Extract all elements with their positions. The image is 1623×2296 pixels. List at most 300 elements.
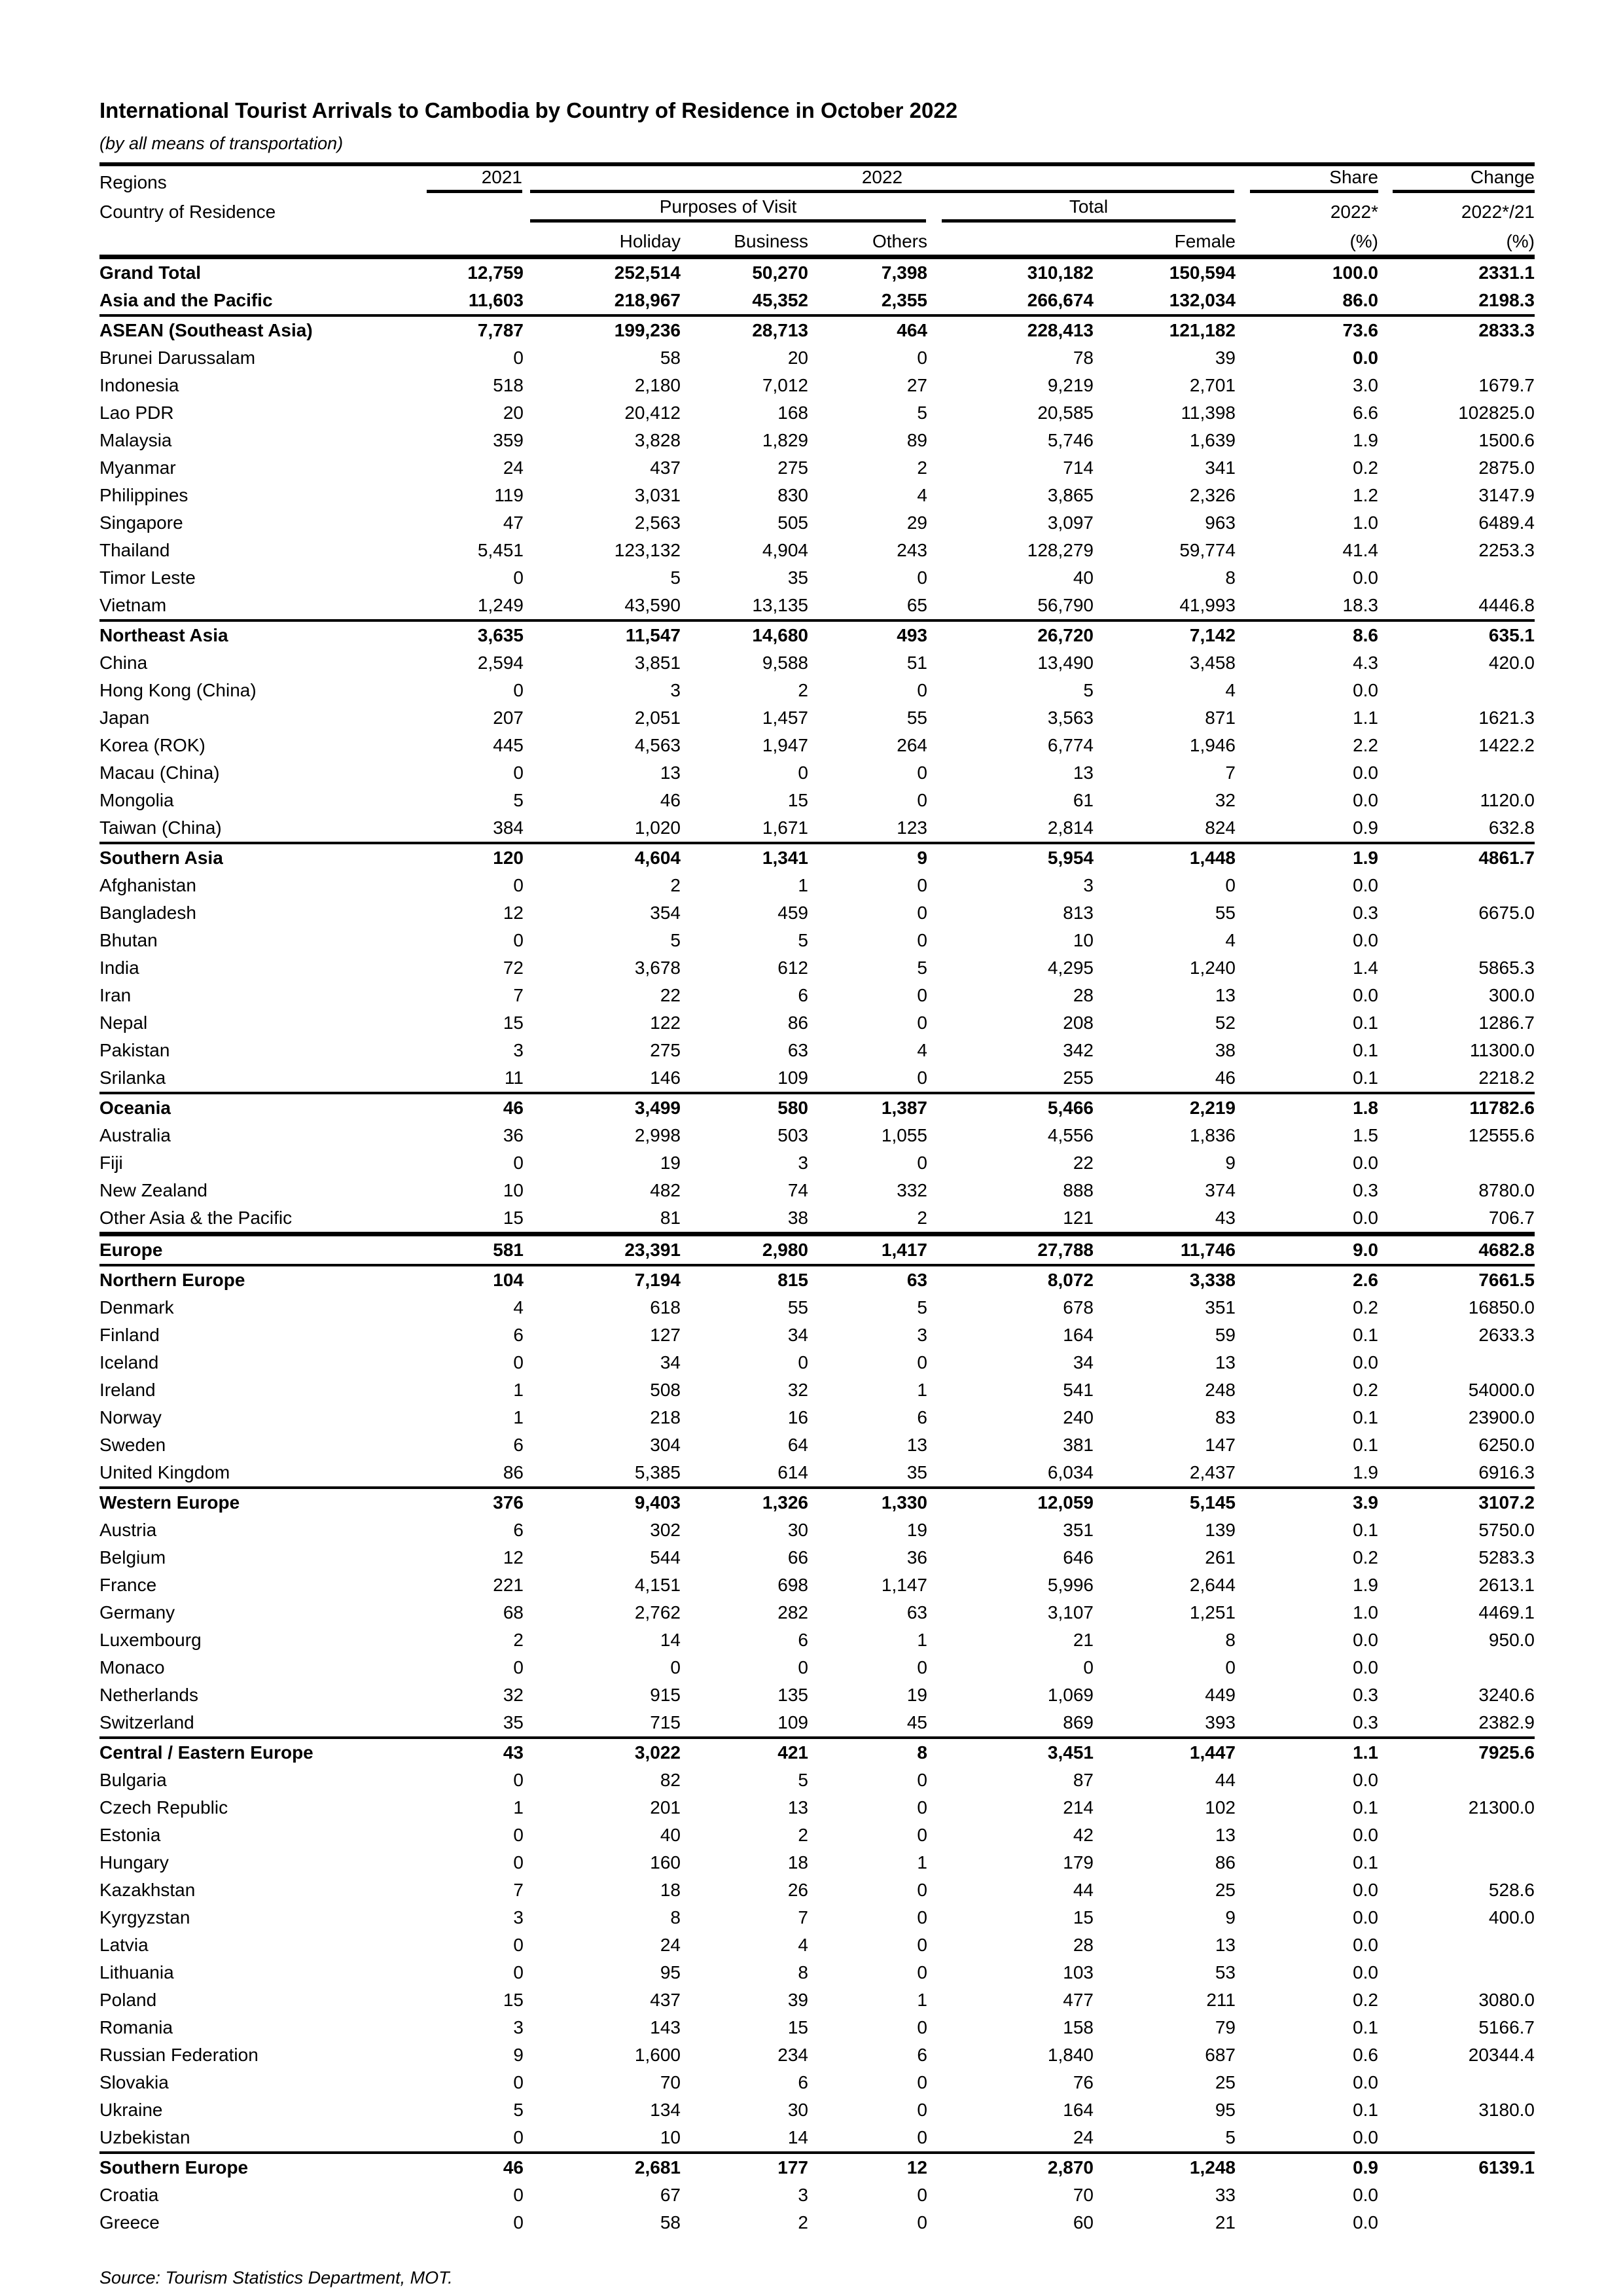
cell-y2021: 7 — [513, 1879, 524, 1900]
cell-change — [1378, 872, 1535, 899]
cell-holiday: 10 — [660, 2126, 681, 2147]
cell-others: 2 — [917, 1207, 927, 1228]
row-label: India — [99, 957, 139, 978]
cell-share: 0.3 — [1353, 1684, 1378, 1705]
row-label: Luxembourg — [99, 1629, 202, 1650]
cell-change: 2382.9 — [1478, 1712, 1535, 1732]
cell-change — [1378, 1654, 1535, 1681]
header-purposes-of-visit: Purposes of Visit — [524, 196, 927, 225]
cell-holiday: 11,547 — [524, 619, 681, 649]
cell-change: 706.7 — [1488, 1207, 1535, 1228]
header-holiday: Holiday — [524, 225, 681, 259]
header-female: Female — [1094, 225, 1236, 259]
cell-share: 1.9 — [1236, 842, 1378, 872]
cell-change: 2198.3 — [1478, 289, 1535, 310]
cell-y2021: 376 — [420, 1486, 524, 1516]
row-label: Lithuania — [99, 1962, 174, 1982]
table-row — [99, 2096, 1535, 2124]
cell-share: 0.0 — [1353, 762, 1378, 783]
cell-others: 19 — [906, 1684, 927, 1705]
cell-share: 0.1 — [1353, 1324, 1378, 1345]
cell-share: 0.1 — [1353, 1434, 1378, 1455]
cell-business: 18 — [787, 1852, 808, 1873]
row-label: Taiwan (China) — [99, 817, 222, 838]
cell-share: 0.3 — [1353, 1179, 1378, 1200]
cell-business: 6 — [798, 1629, 808, 1650]
cell-share: 100.0 — [1332, 262, 1378, 283]
table-row — [99, 2069, 1535, 2096]
cell-share: 18.3 — [1342, 594, 1378, 615]
cell-total: 310,182 — [1027, 262, 1094, 283]
cell-business: 3 — [798, 1152, 808, 1173]
cell-change: 300.0 — [1488, 984, 1535, 1005]
cell-female: 393 — [1205, 1712, 1236, 1732]
cell-female: 86 — [1215, 1852, 1236, 1873]
row-label: Uzbekistan — [99, 2126, 190, 2147]
cell-total: 5,466 — [927, 1092, 1094, 1122]
cell-change: 2218.2 — [1478, 1067, 1535, 1088]
cell-share: 0.1 — [1353, 1519, 1378, 1540]
row-label: Estonia — [99, 1824, 161, 1845]
cell-others: 0 — [917, 2072, 927, 2092]
cell-change: 20344.4 — [1468, 2044, 1535, 2065]
table-row — [99, 2181, 1535, 2209]
table-row — [99, 2209, 1535, 2236]
table-row — [99, 787, 1535, 814]
cell-female: 963 — [1205, 512, 1236, 533]
cell-change: 3240.6 — [1478, 1684, 1535, 1705]
cell-y2021: 12 — [503, 902, 524, 923]
cell-female: 3,458 — [1189, 652, 1236, 673]
cell-female: 9 — [1225, 1152, 1236, 1173]
cell-share: 0.0 — [1353, 2212, 1378, 2233]
row-label: Kazakhstan — [99, 1879, 196, 1900]
cell-holiday: 482 — [650, 1179, 681, 1200]
cell-total: 2,814 — [1047, 817, 1094, 838]
cell-others: 0 — [917, 1934, 927, 1955]
header-row-columns — [99, 225, 1535, 259]
table-row — [99, 1149, 1535, 1177]
cell-business: 2 — [798, 1824, 808, 1845]
cell-change — [1378, 2181, 1535, 2209]
cell-y2021: 0 — [513, 567, 524, 588]
cell-holiday: 2,998 — [634, 1124, 681, 1145]
cell-total: 5,996 — [1047, 1574, 1094, 1595]
cell-share: 8.6 — [1236, 619, 1378, 649]
cell-total: 5 — [1083, 679, 1094, 700]
cell-y2021: 0 — [513, 1824, 524, 1845]
cell-holiday: 3,031 — [634, 484, 681, 505]
cell-business: 109 — [777, 1712, 808, 1732]
cell-y2021: 35 — [503, 1712, 524, 1732]
header-share: Share — [1236, 166, 1378, 196]
table-row — [99, 1376, 1535, 1404]
row-label: France — [99, 1574, 157, 1595]
cell-share: 0.0 — [1353, 1934, 1378, 1955]
header-regions: Regions — [99, 171, 167, 192]
cell-change: 4469.1 — [1478, 1602, 1535, 1623]
cell-holiday: 2 — [670, 874, 681, 895]
table-row — [99, 619, 1535, 649]
page-subtitle: (by all means of transportation) — [99, 133, 344, 153]
cell-holiday: 0 — [670, 1657, 681, 1677]
cell-female: 102 — [1205, 1797, 1236, 1818]
row-label: Latvia — [99, 1934, 149, 1955]
cell-change: 6489.4 — [1478, 512, 1535, 533]
cell-total: 888 — [1063, 1179, 1094, 1200]
cell-change: 2331.1 — [1478, 262, 1535, 283]
cell-others: 19 — [906, 1519, 927, 1540]
cell-female: 44 — [1215, 1769, 1236, 1790]
cell-change: 3147.9 — [1478, 484, 1535, 505]
cell-holiday: 81 — [660, 1207, 681, 1228]
cell-holiday: 5 — [670, 567, 681, 588]
cell-y2021: 518 — [493, 374, 524, 395]
cell-y2021: 0 — [513, 1352, 524, 1372]
cell-share: 0.0 — [1353, 874, 1378, 895]
table-row — [99, 1599, 1535, 1626]
cell-female: 95 — [1215, 2099, 1236, 2120]
cell-share: 0.9 — [1236, 2151, 1378, 2181]
cell-business: 28,713 — [681, 314, 808, 344]
cell-change: 2253.3 — [1478, 539, 1535, 560]
row-label: Hungary — [99, 1852, 169, 1873]
row-label: Philippines — [99, 484, 188, 505]
header-business: Business — [681, 225, 808, 259]
cell-female: 121,182 — [1094, 314, 1236, 344]
cell-holiday: 3,022 — [524, 1736, 681, 1767]
cell-share: 0.0 — [1353, 1152, 1378, 1173]
cell-y2021: 0 — [513, 929, 524, 950]
cell-total: 128,279 — [1027, 539, 1094, 560]
table-row — [99, 677, 1535, 704]
cell-female: 1,946 — [1189, 734, 1236, 755]
row-label: Czech Republic — [99, 1797, 228, 1818]
cell-total: 34 — [1073, 1352, 1094, 1372]
table-row — [99, 1177, 1535, 1204]
cell-change: 632.8 — [1488, 817, 1535, 838]
cell-total: 76 — [1073, 2072, 1094, 2092]
cell-total: 44 — [1073, 1879, 1094, 1900]
cell-others: 4 — [917, 1039, 927, 1060]
header-empty — [99, 225, 420, 259]
table-row — [99, 872, 1535, 899]
table-row — [99, 509, 1535, 537]
cell-change: 4861.7 — [1378, 842, 1535, 872]
header-2021: 2021 — [420, 166, 524, 196]
cell-share: 0.0 — [1353, 1629, 1378, 1650]
cell-female: 248 — [1205, 1379, 1236, 1400]
cell-business: 63 — [787, 1039, 808, 1060]
table-row — [99, 649, 1535, 677]
cell-female: 46 — [1215, 1067, 1236, 1088]
cell-female: 824 — [1205, 817, 1236, 838]
cell-holiday: 14 — [660, 1629, 681, 1650]
cell-change: 6139.1 — [1378, 2151, 1535, 2181]
cell-female: 4 — [1225, 929, 1236, 950]
cell-others: 29 — [906, 512, 927, 533]
row-label: Mongolia — [99, 789, 174, 810]
cell-y2021: 0 — [513, 2184, 524, 2205]
cell-share: 73.6 — [1236, 314, 1378, 344]
cell-y2021: 4 — [513, 1297, 524, 1318]
header-2022: 2022 — [524, 166, 1236, 196]
cell-business: 30 — [787, 2099, 808, 2120]
cell-business: 459 — [777, 902, 808, 923]
cell-business: 421 — [681, 1736, 808, 1767]
cell-others: 0 — [917, 762, 927, 783]
cell-y2021: 0 — [513, 762, 524, 783]
row-label: Indonesia — [99, 374, 179, 395]
table-row — [99, 1544, 1535, 1571]
cell-share: 1.2 — [1353, 484, 1378, 505]
cell-y2021: 0 — [513, 2212, 524, 2233]
cell-change: 635.1 — [1378, 619, 1535, 649]
table-row — [99, 2014, 1535, 2041]
cell-business: 15 — [787, 789, 808, 810]
cell-change — [1378, 344, 1535, 372]
cell-change: 7661.5 — [1378, 1264, 1535, 1294]
table-row — [99, 1654, 1535, 1681]
row-label: Fiji — [99, 1152, 123, 1173]
cell-y2021: 0 — [513, 2126, 524, 2147]
cell-others: 0 — [917, 1824, 927, 1845]
table-row — [99, 1349, 1535, 1376]
table-row — [99, 1681, 1535, 1709]
cell-total: 26,720 — [927, 619, 1094, 649]
cell-holiday: 3,851 — [634, 652, 681, 673]
cell-total: 70 — [1073, 2184, 1094, 2205]
table-row — [99, 592, 1535, 619]
cell-change: 3080.0 — [1478, 1989, 1535, 2010]
cell-y2021: 7,787 — [420, 314, 524, 344]
cell-total: 10 — [1073, 929, 1094, 950]
cell-y2021: 0 — [513, 2072, 524, 2092]
row-label: Southern Europe — [99, 2151, 420, 2181]
cell-y2021: 6 — [513, 1324, 524, 1345]
cell-female: 1,251 — [1189, 1602, 1236, 1623]
cell-others: 0 — [917, 2212, 927, 2233]
cell-others: 1,387 — [808, 1092, 927, 1122]
row-label: Iran — [99, 984, 132, 1005]
table-row — [99, 564, 1535, 592]
cell-y2021: 120 — [420, 842, 524, 872]
cell-share: 1.5 — [1353, 1124, 1378, 1145]
table-row — [99, 1037, 1535, 1064]
row-label: ASEAN (Southeast Asia) — [99, 314, 420, 344]
cell-total: 6,034 — [1047, 1462, 1094, 1482]
cell-female: 1,836 — [1189, 1124, 1236, 1145]
cell-share: 1.9 — [1353, 1574, 1378, 1595]
cell-change: 16850.0 — [1468, 1297, 1535, 1318]
cell-female: 1,248 — [1094, 2151, 1236, 2181]
cell-total: 3,107 — [1047, 1602, 1094, 1623]
cell-total: 3 — [1083, 874, 1094, 895]
cell-total: 179 — [1063, 1852, 1094, 1873]
cell-total: 646 — [1063, 1547, 1094, 1568]
cell-business: 8 — [798, 1962, 808, 1982]
cell-holiday: 304 — [650, 1434, 681, 1455]
cell-others: 0 — [917, 2184, 927, 2205]
cell-others: 8 — [808, 1736, 927, 1767]
cell-holiday: 123,132 — [614, 539, 681, 560]
cell-female: 38 — [1215, 1039, 1236, 1060]
cell-total: 121 — [1063, 1207, 1094, 1228]
table-row — [99, 1931, 1535, 1959]
cell-holiday: 24 — [660, 1934, 681, 1955]
cell-female: 211 — [1206, 1989, 1236, 2010]
cell-change — [1378, 2069, 1535, 2096]
row-label: Afghanistan — [99, 874, 196, 895]
cell-holiday: 146 — [650, 1067, 681, 1088]
cell-holiday: 43,590 — [624, 594, 681, 615]
cell-female: 2,644 — [1189, 1574, 1236, 1595]
cell-holiday: 127 — [650, 1324, 681, 1345]
cell-total: 5,746 — [1047, 429, 1094, 450]
cell-holiday: 9,403 — [524, 1486, 681, 1516]
cell-total: 381 — [1063, 1434, 1094, 1455]
row-label: Switzerland — [99, 1712, 194, 1732]
cell-business: 15 — [787, 2017, 808, 2037]
cell-y2021: 86 — [503, 1462, 524, 1482]
cell-female: 687 — [1205, 2044, 1236, 2065]
cell-y2021: 9 — [513, 2044, 524, 2065]
cell-total: 6,774 — [1047, 734, 1094, 755]
cell-share: 0.1 — [1353, 2099, 1378, 2120]
cell-others: 0 — [917, 2017, 927, 2037]
cell-female: 871 — [1205, 707, 1236, 728]
table-row — [99, 454, 1535, 482]
cell-holiday: 544 — [650, 1547, 681, 1568]
cell-change: 3180.0 — [1478, 2099, 1535, 2120]
cell-total: 0 — [1083, 1657, 1094, 1677]
cell-holiday: 302 — [650, 1519, 681, 1540]
row-label: Southern Asia — [99, 842, 420, 872]
cell-female: 53 — [1215, 1962, 1236, 1982]
cell-holiday: 22 — [660, 984, 681, 1005]
cell-share: 9.0 — [1236, 1232, 1378, 1264]
cell-y2021: 0 — [513, 1152, 524, 1173]
cell-business: 815 — [681, 1264, 808, 1294]
cell-female: 150,594 — [1169, 262, 1236, 283]
cell-business: 6 — [798, 2072, 808, 2092]
cell-others: 1 — [917, 1852, 927, 1873]
cell-others: 5 — [917, 402, 927, 423]
cell-others: 35 — [906, 1462, 927, 1482]
cell-female: 52 — [1215, 1012, 1236, 1033]
row-label: Japan — [99, 707, 150, 728]
cell-y2021: 7 — [513, 984, 524, 1005]
cell-business: 275 — [777, 457, 808, 478]
header-change-sub: 2022*/21 — [1461, 201, 1535, 222]
cell-female: 3,338 — [1094, 1264, 1236, 1294]
cell-holiday: 122 — [650, 1012, 681, 1033]
cell-change — [1378, 1349, 1535, 1376]
cell-total: 9,219 — [1047, 374, 1094, 395]
row-label: Bulgaria — [99, 1769, 167, 1790]
cell-female: 0 — [1225, 874, 1236, 895]
cell-others: 264 — [897, 734, 927, 755]
cell-others: 6 — [917, 1407, 927, 1427]
cell-others: 5 — [917, 957, 927, 978]
row-label: Other Asia & the Pacific — [99, 1207, 293, 1228]
table-row — [99, 1404, 1535, 1431]
cell-others: 0 — [917, 789, 927, 810]
cell-total: 342 — [1063, 1039, 1094, 1060]
cell-others: 0 — [917, 1769, 927, 1790]
cell-change: 5166.7 — [1478, 2017, 1535, 2037]
cell-change — [1378, 564, 1535, 592]
cell-female: 11,746 — [1094, 1232, 1236, 1264]
cell-female: 341 — [1205, 457, 1236, 478]
cell-holiday: 2,563 — [634, 512, 681, 533]
cell-others: 0 — [917, 1657, 927, 1677]
cell-holiday: 218 — [650, 1407, 681, 1427]
cell-others: 1,330 — [808, 1486, 927, 1516]
cell-business: 32 — [787, 1379, 808, 1400]
cell-total: 158 — [1063, 2017, 1094, 2037]
cell-change — [1378, 927, 1535, 954]
cell-business: 612 — [777, 957, 808, 978]
row-label: Greece — [99, 2212, 160, 2233]
cell-others: 1,417 — [808, 1232, 927, 1264]
cell-y2021: 10 — [503, 1179, 524, 1200]
cell-others: 493 — [808, 619, 927, 649]
cell-holiday: 3,828 — [634, 429, 681, 450]
cell-share: 1.1 — [1236, 1736, 1378, 1767]
cell-others: 13 — [906, 1434, 927, 1455]
table-row — [99, 1459, 1535, 1486]
row-label: Finland — [99, 1324, 160, 1345]
cell-female: 1,240 — [1189, 957, 1236, 978]
cell-share: 0.0 — [1353, 1907, 1378, 1928]
cell-female: 2,701 — [1189, 374, 1236, 395]
cell-share: 0.3 — [1353, 902, 1378, 923]
cell-total: 28 — [1073, 1934, 1094, 1955]
cell-change: 6250.0 — [1478, 1434, 1535, 1455]
cell-change: 1120.0 — [1480, 789, 1535, 810]
cell-share: 0.0 — [1353, 1657, 1378, 1677]
cell-share: 1.9 — [1353, 1462, 1378, 1482]
cell-business: 45,352 — [752, 289, 808, 310]
cell-total: 60 — [1073, 2212, 1094, 2233]
cell-female: 13 — [1215, 1934, 1236, 1955]
cell-business: 6 — [798, 984, 808, 1005]
cell-holiday: 3 — [670, 679, 681, 700]
header-country-of-residence: Country of Residence — [99, 201, 276, 222]
cell-y2021: 68 — [503, 1602, 524, 1623]
cell-holiday: 2,051 — [634, 707, 681, 728]
cell-others: 0 — [917, 902, 927, 923]
cell-share: 0.0 — [1353, 679, 1378, 700]
cell-female: 25 — [1215, 2072, 1236, 2092]
cell-share: 0.6 — [1353, 2044, 1378, 2065]
cell-change: 2833.3 — [1378, 314, 1535, 344]
cell-change: 2633.3 — [1478, 1324, 1535, 1345]
row-label: Bangladesh — [99, 902, 196, 923]
cell-share: 2.6 — [1236, 1264, 1378, 1294]
cell-business: 234 — [777, 2044, 808, 2065]
cell-holiday: 34 — [660, 1352, 681, 1372]
table-row — [99, 314, 1535, 344]
cell-y2021: 3 — [513, 1039, 524, 1060]
cell-total: 12,059 — [927, 1486, 1094, 1516]
table-row — [99, 1821, 1535, 1849]
cell-y2021: 0 — [513, 1769, 524, 1790]
cell-others: 464 — [808, 314, 927, 344]
cell-change: 420.0 — [1488, 652, 1535, 673]
cell-others: 5 — [917, 1297, 927, 1318]
